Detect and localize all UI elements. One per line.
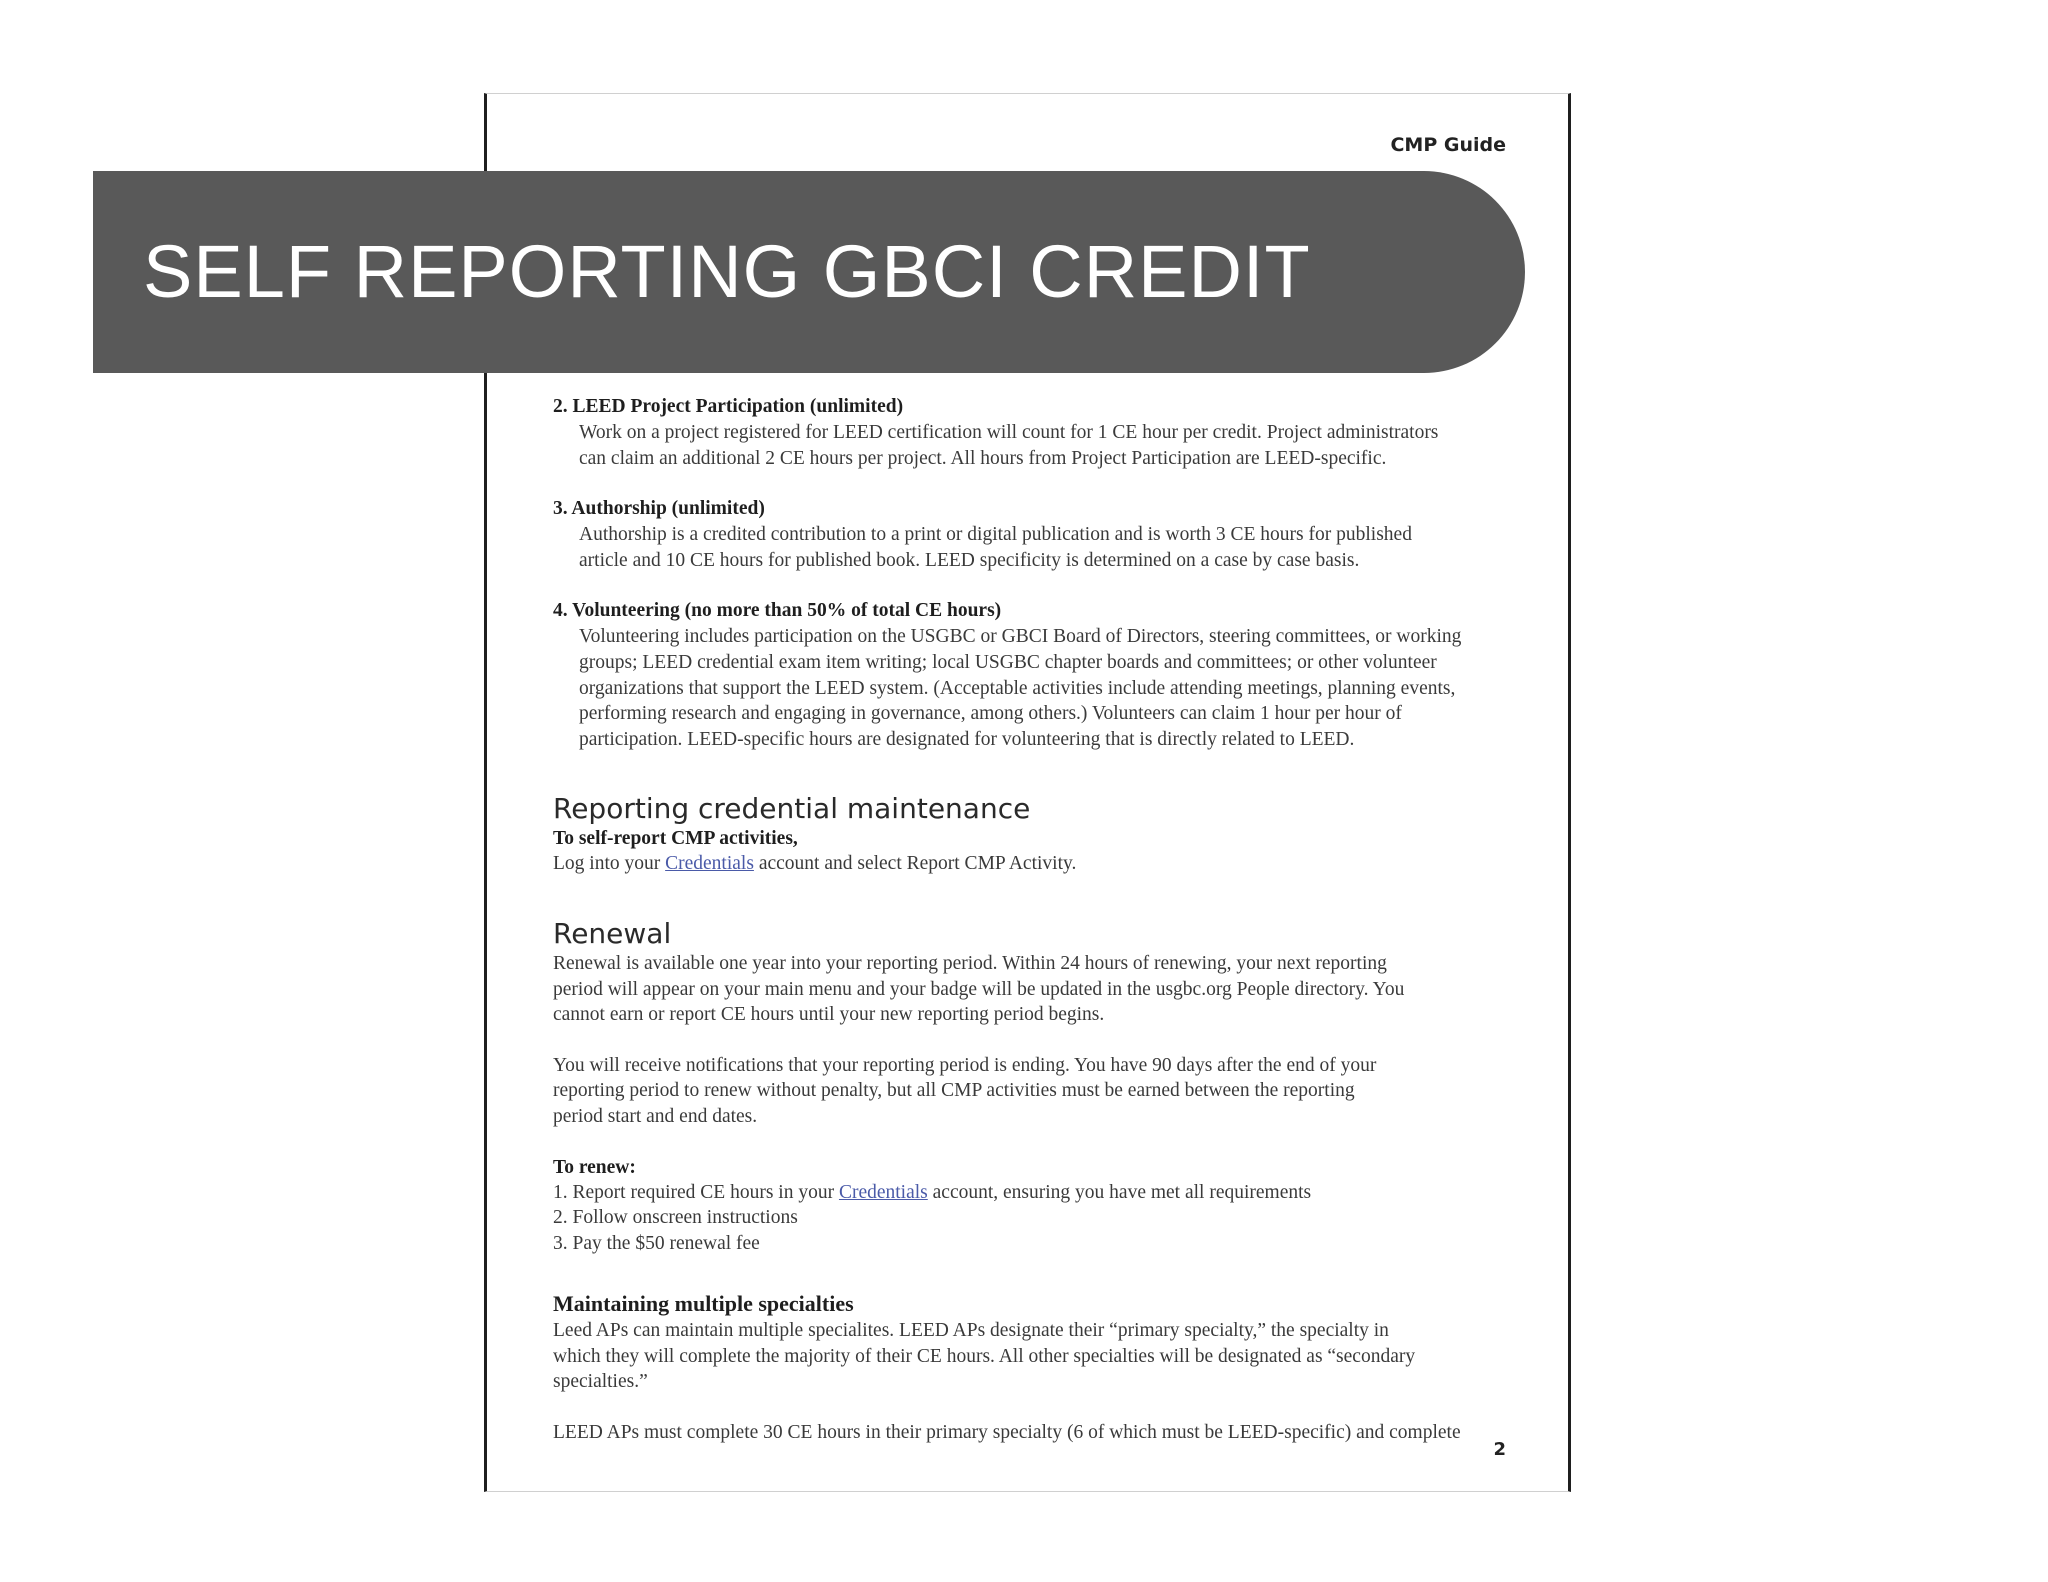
credentials-link-2[interactable]: Credentials	[838, 1181, 928, 1203]
page-content	[553, 394, 1548, 1446]
text-line: Leed APs can maintain multiple specialites. LEED APs designate their “primary specialty,” the specialty in	[553, 1320, 1389, 1342]
renew-steps	[553, 1180, 1548, 1257]
to-renew-heading: To renew:	[553, 1156, 636, 1178]
renew-step-2: 2. Follow onscreen instructions	[553, 1207, 798, 1229]
text-line: can claim an additional 2 CE hours per project. All hours from Project Participation are LEED-specific.	[579, 447, 1387, 469]
item-body	[553, 420, 1548, 471]
multiple-paragraph-2	[553, 1420, 1548, 1446]
text-line: article and 10 CE hours for published book. LEED specificity is determined on a case by case basis.	[579, 549, 1360, 571]
list-item-volunteering	[553, 598, 1548, 752]
multiple-paragraph-1	[553, 1318, 1548, 1395]
section-heading-renewal: Renewal	[553, 916, 672, 950]
text-line: Volunteering includes participation on the USGBC or GBCI Board of Directors, steering committees, or working	[579, 626, 1462, 648]
renewal-paragraph-1	[553, 951, 1548, 1028]
text-line: LEED APs must complete 30 CE hours in their primary specialty (6 of which must be LEED-specific) and complete	[553, 1422, 1461, 1444]
text-line: specialties.”	[553, 1371, 648, 1393]
item-heading: 4. Volunteering (no more than 50% of total CE hours)	[553, 600, 1002, 622]
text-line: Renewal is available one year into your reporting period. Within 24 hours of renewing, your next reporting	[553, 952, 1387, 974]
page-number: 2	[1493, 1439, 1506, 1460]
text-line: performing research and engaging in governance, among others.) Volunteers can claim 1 hour per hour of	[579, 703, 1402, 725]
section-heading-reporting: Reporting credential maintenance	[553, 792, 1031, 826]
item-body	[553, 624, 1548, 752]
item-heading: 2. LEED Project Participation (unlimited)	[553, 396, 904, 417]
item-heading: 3. Authorship (unlimited)	[553, 498, 765, 520]
text-line: cannot earn or report CE hours until your new reporting period begins.	[553, 1004, 1105, 1026]
text-line: Authorship is a credited contribution to a print or digital publication and is worth 3 CE hours for published	[579, 524, 1412, 546]
text-line: period will appear on your main menu and your badge will be updated in the usgbc.org People directory. You	[553, 978, 1405, 1000]
renew-step-1: 1. Report required CE hours in your Credentials account, ensuring you have met all requirements	[553, 1181, 1312, 1203]
item-body	[553, 522, 1548, 573]
list-item-project-participation	[553, 394, 1548, 471]
text-line: period start and end dates.	[553, 1105, 758, 1127]
text-line: participation. LEED-specific hours are designated for volunteering that is directly related to LEED.	[579, 728, 1355, 750]
renew-step-3: 3. Pay the $50 renewal fee	[553, 1232, 760, 1254]
text-line: You will receive notifications that your reporting period is ending. You have 90 days after the end of your	[553, 1054, 1377, 1076]
text-line: which they will complete the majority of their CE hours. All other specialties will be designated as “secondary	[553, 1345, 1416, 1367]
list-item-authorship	[553, 496, 1548, 573]
text-line: groups; LEED credential exam item writing; local USGBC chapter boards and committees; or other volunteer	[579, 651, 1437, 673]
text-line: reporting period to renew without penalty, but all CMP activities must be earned between the reporting	[553, 1080, 1355, 1102]
credentials-link[interactable]: Credentials	[665, 853, 754, 875]
banner-title: SELF REPORTING GBCI CREDIT	[143, 230, 1311, 313]
title-banner	[93, 171, 1525, 373]
reporting-instruction: Log into your Credentials account and select Report CMP Activity.	[553, 853, 1077, 875]
running-head: CMP Guide	[1390, 134, 1506, 156]
reporting-subheading: To self-report CMP activities,	[553, 828, 798, 850]
text-line: organizations that support the LEED system. (Acceptable activities include attending meetings, planning events,	[579, 677, 1456, 699]
text-line: Work on a project registered for LEED certification will count for 1 CE hour per credit. Project administrators	[579, 422, 1439, 443]
renewal-paragraph-2	[553, 1053, 1548, 1130]
section-heading-multiple-specialties: Maintaining multiple specialties	[553, 1291, 854, 1317]
